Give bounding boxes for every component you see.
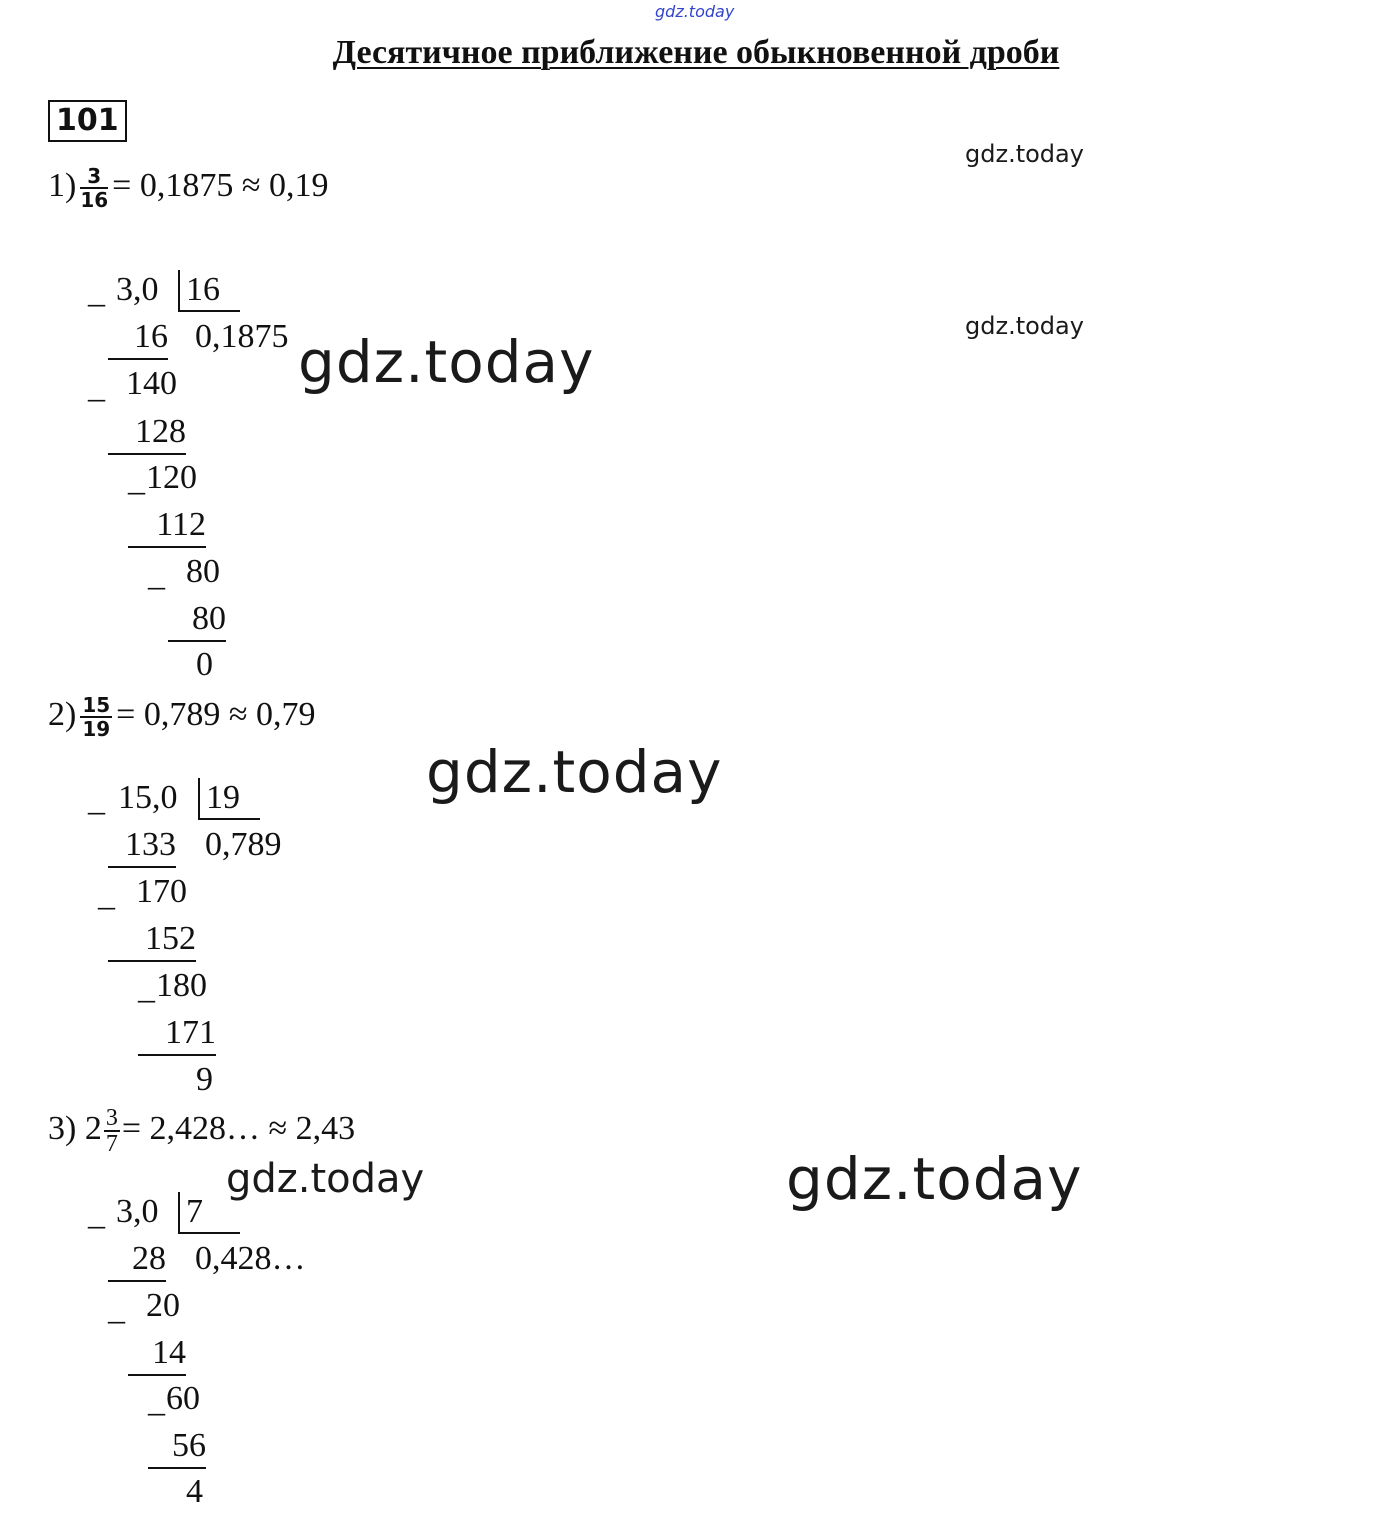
- part-2-divisor: 19: [198, 778, 260, 820]
- part-3-divisor: 7: [178, 1192, 240, 1234]
- part-3-step-5: 56: [148, 1426, 206, 1469]
- part-3-quotient: 0,428…: [195, 1240, 306, 1277]
- page-title: Десятичное приближение обыкновенной дроби: [332, 34, 1060, 71]
- part-3-step-4: 60: [166, 1380, 200, 1417]
- part-3-dividend: 3,0: [116, 1193, 159, 1230]
- watermark: gdz.today: [226, 1156, 425, 1202]
- part-2-fraction: [80, 694, 112, 740]
- part-2-step-2: 170: [136, 873, 187, 910]
- part-3-denominator: 7: [105, 1131, 118, 1157]
- part-1-step-1: 16: [108, 317, 168, 360]
- part-1-remainder: 0: [196, 646, 213, 683]
- part-2-divisor-corner: [198, 778, 260, 820]
- part-3-minus-1: _: [88, 1195, 105, 1232]
- part-2-answer: [48, 694, 316, 740]
- part-1-step-2: 140: [126, 365, 177, 402]
- part-1-equation: = 0,1875 ≈ 0,19: [112, 166, 329, 204]
- part-1-step-5: 112: [128, 505, 206, 548]
- part-2-step-5: 171: [138, 1013, 216, 1056]
- part-3-equation: = 2,428… ≈ 2,43: [121, 1109, 356, 1147]
- watermark: gdz.today: [786, 1145, 1083, 1213]
- watermark: gdz.today: [965, 140, 1084, 168]
- part-1-step-7: 80: [168, 599, 226, 642]
- part-1-answer: [48, 165, 329, 211]
- part-3-step-1: 28: [108, 1239, 166, 1282]
- part-2-step-3: 152: [108, 919, 196, 962]
- task-number-box: 101: [48, 100, 127, 142]
- part-2-step-1: 133: [108, 825, 176, 868]
- part-3-step-3: 14: [128, 1333, 186, 1376]
- part-2-quotient: 0,789: [205, 826, 282, 863]
- part-1-step-4: 120: [146, 459, 197, 496]
- part-1-quotient: 0,1875: [195, 318, 289, 355]
- watermark: gdz.today: [426, 738, 723, 806]
- part-1-denominator: 16: [80, 188, 109, 212]
- part-1-divisor-corner: [178, 270, 240, 312]
- part-2-minus-1: _: [88, 781, 105, 818]
- part-1-step-3: 128: [108, 412, 186, 455]
- part-1-numerator: 3: [80, 165, 108, 189]
- part-1-label: 1): [48, 166, 77, 204]
- part-2-label: 2): [48, 695, 77, 733]
- part-3-answer: [48, 1106, 355, 1156]
- part-2-equation: = 0,789 ≈ 0,79: [116, 695, 316, 733]
- part-3-minus-3: _: [148, 1382, 165, 1419]
- part-3-minus-2: _: [108, 1290, 125, 1327]
- part-2-dividend: 15,0: [118, 779, 178, 816]
- part-3-label: 3): [48, 1109, 77, 1147]
- part-3-numerator: 3: [105, 1105, 118, 1131]
- part-3-step-2: 20: [146, 1287, 180, 1324]
- part-1-minus-1: _: [88, 273, 105, 310]
- part-1-minus-4: _: [148, 556, 165, 593]
- part-1-minus-3: _: [128, 461, 145, 498]
- part-1-divisor: 16: [178, 270, 240, 312]
- part-2-minus-3: _: [138, 969, 155, 1006]
- part-1-dividend: 3,0: [116, 271, 159, 308]
- part-3-fraction: [104, 1106, 120, 1156]
- part-2-minus-2: _: [98, 876, 115, 913]
- watermark: gdz.today: [965, 312, 1084, 340]
- part-1-step-6: 80: [186, 553, 220, 590]
- part-1-minus-2: _: [88, 368, 105, 405]
- watermark-top: gdz.today: [655, 2, 735, 21]
- part-2-denominator: 19: [82, 717, 111, 741]
- part-1-fraction: [80, 165, 108, 211]
- part-3-remainder: 4: [186, 1473, 203, 1510]
- watermark: gdz.today: [298, 328, 595, 396]
- part-2-numerator: 15: [82, 693, 111, 717]
- part-2-remainder: 9: [196, 1061, 213, 1098]
- part-3-whole: 2: [84, 1109, 102, 1147]
- part-2-step-4: 180: [156, 967, 207, 1004]
